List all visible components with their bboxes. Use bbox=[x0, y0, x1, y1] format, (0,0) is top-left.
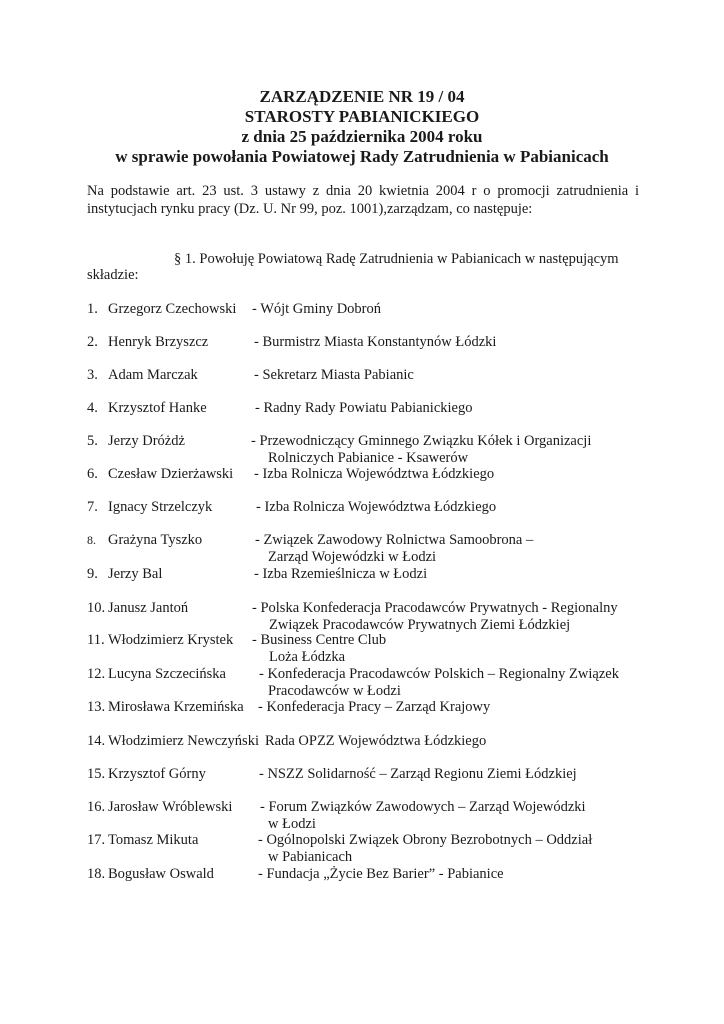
member-row bbox=[0, 632, 724, 666]
member-row bbox=[0, 600, 724, 634]
intro-line-2: instytucjach rynku pracy (Dz. U. Nr 99, poz. 1001),zarządzam, co następuje: bbox=[87, 201, 533, 217]
member-row bbox=[0, 367, 724, 384]
member-name: Ignacy Strzelczyk bbox=[108, 499, 213, 515]
member-row bbox=[0, 334, 724, 351]
member-organization: - Izba Rzemieślnicza w Łodzi bbox=[254, 566, 428, 582]
member-name: Adam Marczak bbox=[108, 367, 198, 383]
member-organization: - Związek Zawodowy Rolnictwa Samoobrona – bbox=[255, 532, 534, 548]
member-name: Grzegorz Czechowski bbox=[108, 301, 237, 317]
member-organization-continued: Związek Pracodawców Prywatnych Ziemi Łódzkiej bbox=[269, 617, 571, 633]
member-name: Mirosława Krzemińska bbox=[108, 699, 244, 715]
member-organization: - Wójt Gminy Dobroń bbox=[252, 301, 382, 317]
member-number: 16. bbox=[87, 799, 106, 815]
member-organization: - Radny Rady Powiatu Pabianickiego bbox=[255, 400, 473, 416]
member-name: Krzysztof Górny bbox=[108, 766, 206, 782]
document-subject: w sprawie powołania Powiatowej Rady Zatrudnienia w Pabianicach bbox=[115, 147, 609, 166]
member-number: 12. bbox=[87, 666, 106, 682]
member-organization: - Izba Rolnicza Województwa Łódzkiego bbox=[256, 499, 497, 515]
member-row bbox=[0, 532, 724, 566]
member-number: 8. bbox=[87, 533, 96, 547]
member-organization: Rada OPZZ Województwa Łódzkiego bbox=[265, 733, 487, 749]
member-organization: - Konfederacja Pracodawców Polskich – Regionalny Związek bbox=[259, 666, 619, 682]
member-name: Krzysztof Hanke bbox=[108, 400, 207, 416]
member-organization-continued: Rolniczych Pabianice - Ksawerów bbox=[268, 450, 469, 466]
member-name: Henryk Brzyszcz bbox=[108, 334, 209, 350]
member-organization: - Izba Rolnicza Województwa Łódzkiego bbox=[254, 466, 495, 482]
document-title: ZARZĄDZENIE NR 19 / 04 bbox=[259, 87, 465, 106]
member-organization: - NSZZ Solidarność – Zarząd Regionu Ziemi Łódzkiej bbox=[259, 766, 577, 782]
member-number: 13. bbox=[87, 699, 106, 715]
member-organization-continued: Pracodawców w Łodzi bbox=[268, 683, 401, 699]
member-row bbox=[0, 699, 724, 716]
member-number: 5. bbox=[87, 433, 98, 449]
member-number: 17. bbox=[87, 832, 106, 848]
member-row bbox=[0, 499, 724, 516]
member-row bbox=[0, 433, 724, 467]
member-number: 1. bbox=[87, 301, 98, 317]
member-organization: - Sekretarz Miasta Pabianic bbox=[254, 367, 414, 383]
member-row bbox=[0, 666, 724, 700]
issuer-title: STAROSTY PABIANICKIEGO bbox=[244, 107, 480, 126]
member-number: 3. bbox=[87, 367, 98, 383]
member-number: 11. bbox=[87, 632, 105, 648]
member-name: Włodzimierz Newczyński bbox=[108, 733, 259, 749]
member-name: Czesław Dzierżawski bbox=[108, 466, 234, 482]
member-organization-continued: w Łodzi bbox=[268, 816, 316, 832]
paragraph-1-line-1: § 1. Powołuję Powiatową Radę Zatrudnienia w Pabianicach w następującym bbox=[174, 251, 619, 267]
member-number: 9. bbox=[87, 566, 98, 582]
member-name: Grażyna Tyszko bbox=[108, 532, 203, 548]
member-name: Bogusław Oswald bbox=[108, 866, 214, 882]
member-organization: - Forum Związków Zawodowych – Zarząd Wojewódzki bbox=[260, 799, 586, 815]
member-row bbox=[0, 400, 724, 417]
member-organization: - Burmistrz Miasta Konstantynów Łódzki bbox=[254, 334, 497, 350]
member-number: 2. bbox=[87, 334, 98, 350]
member-number: 14. bbox=[87, 733, 106, 749]
member-organization: - Fundacja „Życie Bez Barier” - Pabianice bbox=[258, 866, 504, 882]
member-organization-continued: Loża Łódzka bbox=[269, 649, 346, 665]
member-row bbox=[0, 566, 724, 583]
member-organization: - Business Centre Club bbox=[252, 632, 387, 648]
member-name: Lucyna Szczecińska bbox=[108, 666, 226, 682]
member-name: Janusz Jantoń bbox=[108, 600, 189, 616]
member-name: Tomasz Mikuta bbox=[108, 832, 199, 848]
member-name: Włodzimierz Krystek bbox=[108, 632, 234, 648]
member-number: 7. bbox=[87, 499, 98, 515]
member-number: 10. bbox=[87, 600, 106, 616]
member-row bbox=[0, 799, 724, 833]
member-number: 4. bbox=[87, 400, 98, 416]
member-row bbox=[0, 866, 724, 883]
member-name: Jarosław Wróblewski bbox=[108, 799, 233, 815]
member-organization-continued: w Pabianicach bbox=[268, 849, 353, 865]
member-organization: - Polska Konfederacja Pracodawców Prywatnych - Regionalny bbox=[252, 600, 618, 616]
member-row bbox=[0, 733, 724, 750]
member-number: 6. bbox=[87, 466, 98, 482]
member-row bbox=[0, 466, 724, 483]
member-row bbox=[0, 766, 724, 783]
member-number: 15. bbox=[87, 766, 106, 782]
member-name: Jerzy Dróżdż bbox=[108, 433, 185, 449]
member-name: Jerzy Bal bbox=[108, 566, 163, 582]
member-organization-continued: Zarząd Wojewódzki w Łodzi bbox=[268, 549, 437, 565]
member-row bbox=[0, 301, 724, 318]
document-date: z dnia 25 października 2004 roku bbox=[241, 127, 483, 146]
intro-line-1: Na podstawie art. 23 ust. 3 ustawy z dnia 20 kwietnia 2004 r o promocji zatrudnienia i bbox=[87, 183, 639, 199]
member-number: 18. bbox=[87, 866, 106, 882]
paragraph-1-line-2: składzie: bbox=[87, 267, 139, 283]
member-organization: - Przewodniczący Gminnego Związku Kółek i Organizacji bbox=[251, 433, 592, 449]
member-row bbox=[0, 832, 724, 866]
member-organization: - Ogólnopolski Związek Obrony Bezrobotnych – Oddział bbox=[258, 832, 593, 848]
member-organization: - Konfederacja Pracy – Zarząd Krajowy bbox=[258, 699, 491, 715]
